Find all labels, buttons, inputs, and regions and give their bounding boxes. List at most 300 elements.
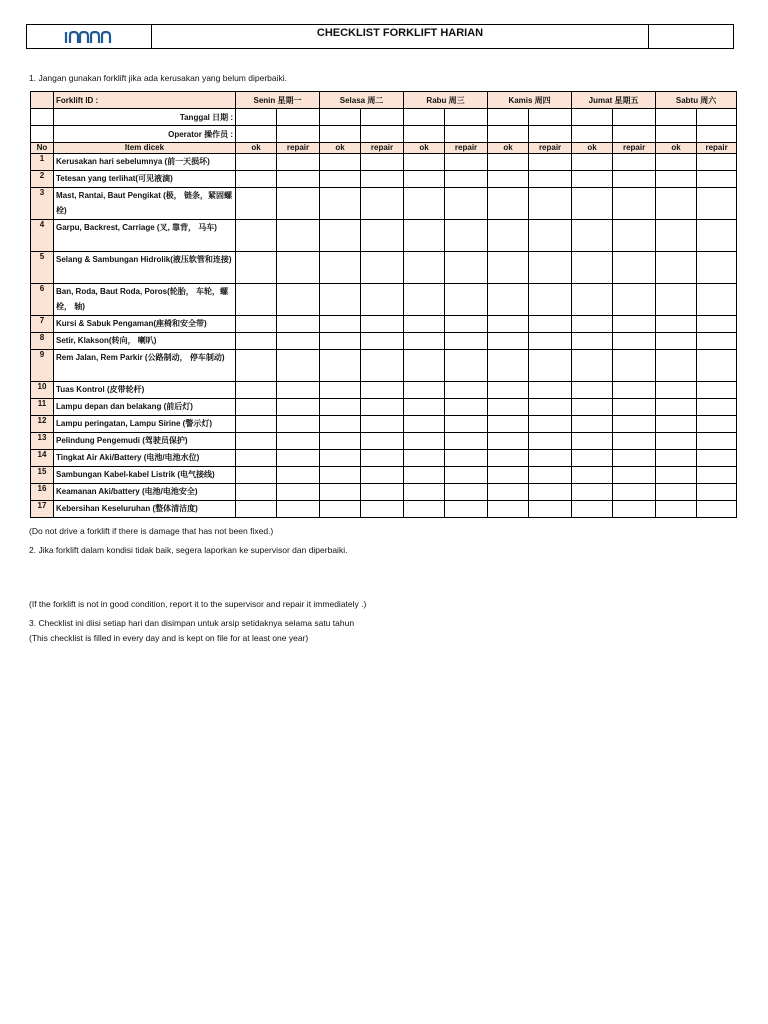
- ok-checkbox-cell[interactable]: [488, 252, 529, 284]
- repair-checkbox-cell[interactable]: [361, 252, 404, 284]
- repair-checkbox-cell[interactable]: [613, 484, 656, 501]
- ok-checkbox-cell[interactable]: [572, 484, 613, 501]
- ok-checkbox-cell[interactable]: [488, 316, 529, 333]
- item-number: 4: [31, 220, 54, 252]
- repair-checkbox-cell[interactable]: [697, 350, 737, 382]
- repair-checkbox-cell[interactable]: [697, 333, 737, 350]
- repair-checkbox-cell[interactable]: [613, 316, 656, 333]
- ok-checkbox-cell[interactable]: [404, 399, 445, 416]
- repair-checkbox-cell[interactable]: [445, 252, 488, 284]
- repair-checkbox-cell[interactable]: [613, 416, 656, 433]
- repair-checkbox-cell[interactable]: [613, 433, 656, 450]
- repair-checkbox-cell[interactable]: [361, 467, 404, 484]
- item-label: Tingkat Air Aki/Battery (电池/电池水位): [54, 450, 236, 467]
- table-row: [31, 484, 737, 501]
- item-number: 7: [31, 316, 54, 333]
- repair-checkbox-cell[interactable]: [529, 416, 572, 433]
- ok-checkbox-cell[interactable]: [488, 333, 529, 350]
- ok-checkbox-cell[interactable]: [656, 154, 697, 171]
- ok-checkbox-cell[interactable]: [572, 382, 613, 399]
- repair-checkbox-cell[interactable]: [361, 154, 404, 171]
- ok-checkbox-cell[interactable]: [572, 220, 613, 252]
- repair-checkbox-cell[interactable]: [697, 416, 737, 433]
- ok-checkbox-cell[interactable]: [572, 433, 613, 450]
- repair-checkbox-cell[interactable]: [529, 399, 572, 416]
- item-label: Garpu, Backrest, Carriage (叉, 靠背， 马车): [54, 220, 236, 252]
- repair-checkbox-cell[interactable]: [529, 333, 572, 350]
- repair-checkbox-cell[interactable]: [697, 316, 737, 333]
- ok-checkbox-cell[interactable]: [404, 154, 445, 171]
- repair-checkbox-cell[interactable]: [445, 171, 488, 188]
- ok-checkbox-cell[interactable]: [572, 350, 613, 382]
- ok-checkbox-cell[interactable]: [488, 399, 529, 416]
- repair-checkbox-cell[interactable]: [445, 220, 488, 252]
- ok-checkbox-cell[interactable]: [404, 501, 445, 518]
- entry-cell[interactable]: [656, 126, 697, 143]
- item-label: Keamanan Aki/battery (电池/电池安全): [54, 484, 236, 501]
- ok-checkbox-cell[interactable]: [320, 450, 361, 467]
- item-label: Lampu depan dan belakang (前后灯): [54, 399, 236, 416]
- ok-checkbox-cell[interactable]: [236, 484, 277, 501]
- item-label: Setir, Klakson(转向， 喇叭): [54, 333, 236, 350]
- ok-checkbox-cell[interactable]: [488, 501, 529, 518]
- ok-checkbox-cell[interactable]: [320, 399, 361, 416]
- repair-checkbox-cell[interactable]: [529, 501, 572, 518]
- repair-checkbox-cell[interactable]: [277, 501, 320, 518]
- repair-checkbox-cell[interactable]: [529, 450, 572, 467]
- item-number: 8: [31, 333, 54, 350]
- entry-cell[interactable]: [277, 109, 320, 126]
- repair-checkbox-cell[interactable]: [697, 382, 737, 399]
- repair-checkbox-cell[interactable]: [445, 433, 488, 450]
- ok-checkbox-cell[interactable]: [572, 333, 613, 350]
- ok-checkbox-cell[interactable]: [488, 382, 529, 399]
- repair-checkbox-cell[interactable]: [361, 433, 404, 450]
- repair-checkbox-cell[interactable]: [613, 252, 656, 284]
- repair-checkbox-cell[interactable]: [445, 450, 488, 467]
- ok-checkbox-cell[interactable]: [236, 433, 277, 450]
- ok-checkbox-cell[interactable]: [236, 399, 277, 416]
- item-label: Pelindung Pengemudi (驾驶员保护): [54, 433, 236, 450]
- repair-checkbox-cell[interactable]: [697, 399, 737, 416]
- item-label: Ban, Roda, Baut Roda, Poros(轮胎， 车轮，螺栓， 轴): [54, 284, 236, 316]
- repair-checkbox-cell[interactable]: [613, 382, 656, 399]
- ok-checkbox-cell[interactable]: [320, 467, 361, 484]
- page-title: CHECKLIST FORKLIFT HARIAN: [152, 25, 649, 48]
- table-row: [31, 433, 737, 450]
- repair-checkbox-cell[interactable]: [697, 484, 737, 501]
- repair-checkbox-cell[interactable]: [445, 484, 488, 501]
- repair-checkbox-cell[interactable]: [445, 154, 488, 171]
- ok-checkbox-cell[interactable]: [236, 188, 277, 220]
- col-repair-header: repair: [613, 143, 656, 154]
- repair-checkbox-cell[interactable]: [445, 333, 488, 350]
- repair-checkbox-cell[interactable]: [613, 333, 656, 350]
- repair-checkbox-cell[interactable]: [613, 171, 656, 188]
- entry-cell[interactable]: [488, 126, 529, 143]
- repair-checkbox-cell[interactable]: [361, 484, 404, 501]
- ok-checkbox-cell[interactable]: [320, 154, 361, 171]
- ok-checkbox-cell[interactable]: [656, 484, 697, 501]
- ok-checkbox-cell[interactable]: [320, 382, 361, 399]
- repair-checkbox-cell[interactable]: [277, 350, 320, 382]
- entry-cell[interactable]: [236, 109, 277, 126]
- day-header: Kamis 周四: [488, 92, 572, 109]
- ok-checkbox-cell[interactable]: [572, 284, 613, 316]
- item-label: Rem Jalan, Rem Parkir (公路制动， 停车制动): [54, 350, 236, 382]
- ok-checkbox-cell[interactable]: [404, 252, 445, 284]
- entry-cell[interactable]: [656, 109, 697, 126]
- repair-checkbox-cell[interactable]: [445, 399, 488, 416]
- entry-cell[interactable]: [613, 109, 656, 126]
- table-row: [31, 252, 737, 284]
- item-label: Tetesan yang terlihat(可见液滴): [54, 171, 236, 188]
- ok-checkbox-cell[interactable]: [320, 284, 361, 316]
- item-number: 6: [31, 284, 54, 316]
- ok-checkbox-cell[interactable]: [488, 433, 529, 450]
- forklift-id-label: Forklift ID :: [54, 92, 236, 109]
- col-ok-header: ok: [404, 143, 445, 154]
- ok-checkbox-cell[interactable]: [656, 350, 697, 382]
- ok-checkbox-cell[interactable]: [320, 350, 361, 382]
- checklist-table: [30, 91, 737, 518]
- repair-checkbox-cell[interactable]: [361, 399, 404, 416]
- note-3: 3. Checklist ini diisi setiap hari dan disimpan untuk arsip setidaknya selama satu tahun: [29, 618, 355, 628]
- item-label: Mast, Rantai, Baut Pengikat (极， 链条，紧固螺栓): [54, 188, 236, 220]
- repair-checkbox-cell[interactable]: [361, 333, 404, 350]
- ok-checkbox-cell[interactable]: [488, 154, 529, 171]
- ok-checkbox-cell[interactable]: [656, 220, 697, 252]
- ok-checkbox-cell[interactable]: [656, 188, 697, 220]
- ok-checkbox-cell[interactable]: [404, 467, 445, 484]
- repair-checkbox-cell[interactable]: [277, 284, 320, 316]
- document-header: [26, 24, 734, 49]
- repair-checkbox-cell[interactable]: [529, 171, 572, 188]
- ok-checkbox-cell[interactable]: [236, 333, 277, 350]
- repair-checkbox-cell[interactable]: [613, 284, 656, 316]
- col-repair-header: repair: [697, 143, 737, 154]
- ok-checkbox-cell[interactable]: [572, 188, 613, 220]
- repair-checkbox-cell[interactable]: [361, 416, 404, 433]
- entry-cell[interactable]: [488, 109, 529, 126]
- ok-checkbox-cell[interactable]: [656, 416, 697, 433]
- repair-checkbox-cell[interactable]: [697, 433, 737, 450]
- ok-checkbox-cell[interactable]: [236, 171, 277, 188]
- repair-checkbox-cell[interactable]: [613, 467, 656, 484]
- ok-checkbox-cell[interactable]: [488, 171, 529, 188]
- ok-checkbox-cell[interactable]: [572, 501, 613, 518]
- repair-checkbox-cell[interactable]: [445, 316, 488, 333]
- repair-checkbox-cell[interactable]: [361, 284, 404, 316]
- ok-checkbox-cell[interactable]: [236, 416, 277, 433]
- col-repair-header: repair: [277, 143, 320, 154]
- ok-checkbox-cell[interactable]: [656, 450, 697, 467]
- day-header: Sabtu 周六: [656, 92, 737, 109]
- entry-cell[interactable]: [529, 126, 572, 143]
- ok-checkbox-cell[interactable]: [488, 284, 529, 316]
- repair-checkbox-cell[interactable]: [361, 450, 404, 467]
- repair-checkbox-cell[interactable]: [361, 171, 404, 188]
- entry-cell[interactable]: [697, 109, 737, 126]
- entry-cell[interactable]: [361, 126, 404, 143]
- repair-checkbox-cell[interactable]: [697, 154, 737, 171]
- ok-checkbox-cell[interactable]: [488, 416, 529, 433]
- repair-checkbox-cell[interactable]: [529, 382, 572, 399]
- ok-checkbox-cell[interactable]: [320, 316, 361, 333]
- repair-checkbox-cell[interactable]: [277, 382, 320, 399]
- ok-checkbox-cell[interactable]: [404, 350, 445, 382]
- repair-checkbox-cell[interactable]: [613, 350, 656, 382]
- ok-checkbox-cell[interactable]: [488, 220, 529, 252]
- table-row: [31, 399, 737, 416]
- ok-checkbox-cell[interactable]: [404, 284, 445, 316]
- repair-checkbox-cell[interactable]: [613, 154, 656, 171]
- ok-checkbox-cell[interactable]: [572, 399, 613, 416]
- ok-checkbox-cell[interactable]: [320, 171, 361, 188]
- item-label: Tuas Kontrol (皮带轮杆): [54, 382, 236, 399]
- repair-checkbox-cell[interactable]: [697, 252, 737, 284]
- table-row: [31, 416, 737, 433]
- repair-checkbox-cell[interactable]: [697, 450, 737, 467]
- ok-checkbox-cell[interactable]: [488, 350, 529, 382]
- repair-checkbox-cell[interactable]: [445, 188, 488, 220]
- repair-checkbox-cell[interactable]: [361, 220, 404, 252]
- ok-checkbox-cell[interactable]: [404, 450, 445, 467]
- ok-checkbox-cell[interactable]: [572, 467, 613, 484]
- note-2-en: (If the forklift is not in good condition, report it to the supervisor and repair it immediately .): [29, 599, 367, 609]
- ok-checkbox-cell[interactable]: [488, 484, 529, 501]
- ok-checkbox-cell[interactable]: [320, 416, 361, 433]
- blank-cell: [31, 109, 54, 126]
- ok-checkbox-cell[interactable]: [488, 450, 529, 467]
- ok-checkbox-cell[interactable]: [656, 467, 697, 484]
- repair-checkbox-cell[interactable]: [277, 333, 320, 350]
- ok-checkbox-cell[interactable]: [404, 171, 445, 188]
- ok-checkbox-cell[interactable]: [236, 382, 277, 399]
- repair-checkbox-cell[interactable]: [277, 154, 320, 171]
- ok-checkbox-cell[interactable]: [656, 433, 697, 450]
- repair-checkbox-cell[interactable]: [277, 399, 320, 416]
- repair-checkbox-cell[interactable]: [445, 382, 488, 399]
- ok-checkbox-cell[interactable]: [236, 316, 277, 333]
- ok-checkbox-cell[interactable]: [572, 450, 613, 467]
- table-row: [31, 501, 737, 518]
- repair-checkbox-cell[interactable]: [361, 501, 404, 518]
- repair-checkbox-cell[interactable]: [529, 433, 572, 450]
- ok-checkbox-cell[interactable]: [572, 252, 613, 284]
- entry-cell[interactable]: [320, 109, 361, 126]
- entry-cell[interactable]: [697, 126, 737, 143]
- ok-checkbox-cell[interactable]: [320, 188, 361, 220]
- ok-checkbox-cell[interactable]: [236, 450, 277, 467]
- table-row: [31, 382, 737, 399]
- entry-cell[interactable]: [613, 126, 656, 143]
- ok-checkbox-cell[interactable]: [656, 316, 697, 333]
- ok-checkbox-cell[interactable]: [236, 252, 277, 284]
- repair-checkbox-cell[interactable]: [697, 467, 737, 484]
- ok-checkbox-cell[interactable]: [236, 467, 277, 484]
- item-number: 15: [31, 467, 54, 484]
- table-row: [31, 220, 737, 252]
- repair-checkbox-cell[interactable]: [445, 350, 488, 382]
- ok-checkbox-cell[interactable]: [236, 501, 277, 518]
- repair-checkbox-cell[interactable]: [613, 450, 656, 467]
- entry-cell[interactable]: [277, 126, 320, 143]
- ok-checkbox-cell[interactable]: [488, 467, 529, 484]
- ok-checkbox-cell[interactable]: [488, 188, 529, 220]
- repair-checkbox-cell[interactable]: [277, 188, 320, 220]
- table-row: [31, 350, 737, 382]
- repair-checkbox-cell[interactable]: [529, 467, 572, 484]
- entry-cell[interactable]: [529, 109, 572, 126]
- repair-checkbox-cell[interactable]: [529, 154, 572, 171]
- ok-checkbox-cell[interactable]: [320, 333, 361, 350]
- item-number: 2: [31, 171, 54, 188]
- item-label: Kerusakan hari sebelumnya (前一天损坏): [54, 154, 236, 171]
- repair-checkbox-cell[interactable]: [277, 316, 320, 333]
- ok-checkbox-cell[interactable]: [404, 333, 445, 350]
- ok-checkbox-cell[interactable]: [236, 284, 277, 316]
- item-number: 9: [31, 350, 54, 382]
- table-row: [31, 316, 737, 333]
- repair-checkbox-cell[interactable]: [445, 467, 488, 484]
- ok-checkbox-cell[interactable]: [320, 433, 361, 450]
- ok-checkbox-cell[interactable]: [320, 220, 361, 252]
- ok-checkbox-cell[interactable]: [404, 316, 445, 333]
- entry-cell[interactable]: [361, 109, 404, 126]
- ok-checkbox-cell[interactable]: [656, 382, 697, 399]
- col-repair-header: repair: [529, 143, 572, 154]
- item-number: 12: [31, 416, 54, 433]
- item-number: 10: [31, 382, 54, 399]
- day-header: Senin 星期一: [236, 92, 320, 109]
- col-repair-header: repair: [445, 143, 488, 154]
- ok-checkbox-cell[interactable]: [656, 284, 697, 316]
- ok-checkbox-cell[interactable]: [656, 501, 697, 518]
- ok-checkbox-cell[interactable]: [236, 220, 277, 252]
- item-number: 14: [31, 450, 54, 467]
- entry-cell[interactable]: [572, 109, 613, 126]
- repair-checkbox-cell[interactable]: [529, 252, 572, 284]
- table-row: [31, 188, 737, 220]
- ok-checkbox-cell[interactable]: [656, 252, 697, 284]
- table-row: [31, 333, 737, 350]
- repair-checkbox-cell[interactable]: [445, 501, 488, 518]
- entry-cell[interactable]: [404, 109, 445, 126]
- ok-checkbox-cell[interactable]: [236, 154, 277, 171]
- ok-checkbox-cell[interactable]: [404, 416, 445, 433]
- repair-checkbox-cell[interactable]: [529, 188, 572, 220]
- repair-checkbox-cell[interactable]: [277, 433, 320, 450]
- col-ok-header: ok: [656, 143, 697, 154]
- ok-checkbox-cell[interactable]: [404, 433, 445, 450]
- repair-checkbox-cell[interactable]: [613, 188, 656, 220]
- ok-checkbox-cell[interactable]: [404, 484, 445, 501]
- ok-checkbox-cell[interactable]: [572, 171, 613, 188]
- repair-checkbox-cell[interactable]: [277, 171, 320, 188]
- table-row: [31, 154, 737, 171]
- table-row: [31, 467, 737, 484]
- ok-checkbox-cell[interactable]: [572, 416, 613, 433]
- ok-checkbox-cell[interactable]: [236, 350, 277, 382]
- entry-cell[interactable]: [404, 126, 445, 143]
- ok-checkbox-cell[interactable]: [320, 252, 361, 284]
- repair-checkbox-cell[interactable]: [361, 316, 404, 333]
- repair-checkbox-cell[interactable]: [529, 284, 572, 316]
- entry-cell[interactable]: [320, 126, 361, 143]
- item-number: 13: [31, 433, 54, 450]
- repair-checkbox-cell[interactable]: [529, 220, 572, 252]
- repair-checkbox-cell[interactable]: [445, 416, 488, 433]
- repair-checkbox-cell[interactable]: [277, 416, 320, 433]
- entry-cell[interactable]: [236, 126, 277, 143]
- note-1: 1. Jangan gunakan forklift jika ada kerusakan yang belum diperbaiki.: [29, 73, 287, 83]
- logo-icon: [64, 30, 114, 44]
- company-logo: [27, 25, 152, 48]
- repair-checkbox-cell[interactable]: [445, 284, 488, 316]
- day-header: Jumat 星期五: [572, 92, 656, 109]
- col-ok-header: ok: [488, 143, 529, 154]
- repair-checkbox-cell[interactable]: [697, 284, 737, 316]
- repair-checkbox-cell[interactable]: [361, 350, 404, 382]
- repair-checkbox-cell[interactable]: [361, 188, 404, 220]
- ok-checkbox-cell[interactable]: [404, 220, 445, 252]
- entry-cell[interactable]: [572, 126, 613, 143]
- repair-checkbox-cell[interactable]: [277, 450, 320, 467]
- col-repair-header: repair: [361, 143, 404, 154]
- blank-cell: [31, 126, 54, 143]
- item-label: Sambungan Kabel-kabel Listrik (电气接线): [54, 467, 236, 484]
- ok-checkbox-cell[interactable]: [656, 399, 697, 416]
- ok-checkbox-cell[interactable]: [656, 171, 697, 188]
- repair-checkbox-cell[interactable]: [697, 171, 737, 188]
- ok-checkbox-cell[interactable]: [320, 501, 361, 518]
- repair-checkbox-cell[interactable]: [697, 501, 737, 518]
- ok-checkbox-cell[interactable]: [656, 333, 697, 350]
- col-no-header: No: [31, 143, 54, 154]
- table-row: [31, 284, 737, 316]
- repair-checkbox-cell[interactable]: [697, 220, 737, 252]
- ok-checkbox-cell[interactable]: [404, 382, 445, 399]
- ok-checkbox-cell[interactable]: [572, 316, 613, 333]
- col-ok-header: ok: [236, 143, 277, 154]
- repair-checkbox-cell[interactable]: [361, 382, 404, 399]
- item-label: Lampu peringatan, Lampu Sirine (警示灯): [54, 416, 236, 433]
- repair-checkbox-cell[interactable]: [613, 399, 656, 416]
- ok-checkbox-cell[interactable]: [404, 188, 445, 220]
- item-label: Kursi & Sabuk Pengaman(座椅和安全带): [54, 316, 236, 333]
- repair-checkbox-cell[interactable]: [697, 188, 737, 220]
- repair-checkbox-cell[interactable]: [277, 484, 320, 501]
- repair-checkbox-cell[interactable]: [613, 220, 656, 252]
- item-number: 16: [31, 484, 54, 501]
- ok-checkbox-cell[interactable]: [572, 154, 613, 171]
- repair-checkbox-cell[interactable]: [529, 316, 572, 333]
- entry-cell[interactable]: [445, 126, 488, 143]
- ok-checkbox-cell[interactable]: [320, 484, 361, 501]
- note-2: 2. Jika forklift dalam kondisi tidak baik, segera laporkan ke supervisor dan diperbaiki.: [29, 545, 348, 555]
- item-label: Selang & Sambungan Hidrolik(液压软管和连接): [54, 252, 236, 284]
- repair-checkbox-cell[interactable]: [277, 252, 320, 284]
- entry-cell[interactable]: [445, 109, 488, 126]
- repair-checkbox-cell[interactable]: [277, 220, 320, 252]
- item-number: 1: [31, 154, 54, 171]
- repair-checkbox-cell[interactable]: [277, 467, 320, 484]
- repair-checkbox-cell[interactable]: [529, 484, 572, 501]
- repair-checkbox-cell[interactable]: [529, 350, 572, 382]
- repair-checkbox-cell[interactable]: [613, 501, 656, 518]
- item-number: 11: [31, 399, 54, 416]
